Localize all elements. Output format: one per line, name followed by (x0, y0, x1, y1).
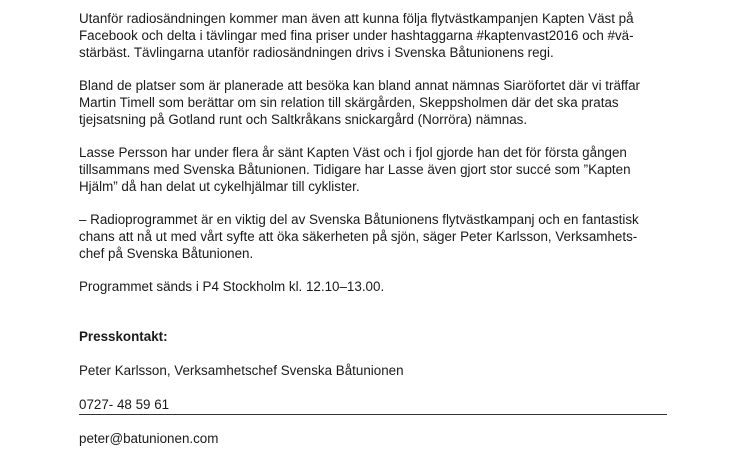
paragraph-quote: – Radioprogrammet är en viktig del av Svenska Båtunionens flytvästkampanj och en fantastisk chans att nå ut med vårt syfte att öka säkerheten på sjön, säger Peter Karlsson, Verksamhets- chef på Svenska Båtunionen. (79, 212, 639, 261)
paragraph-locations: Bland de platser som är planerade att besöka kan bland annat nämnas Siaröfortet där vi träffar Martin Timell som berättar om sin relation till skärgården, Skeppsholmen där det ska pratas tjejsatsning på Gotland runt och Saltkråkans snickargård (Norröra) nämnas. (79, 78, 641, 127)
footer-divider (79, 414, 667, 415)
press-contact-heading: Presskontakt: (79, 329, 168, 344)
press-contact-block (79, 311, 679, 464)
press-contact-email[interactable]: peter@batunionen.com (79, 431, 219, 446)
paragraph-social-media: Utanför radiosändningen kommer man även att kunna följa flytvästkampanjen Kapten Väst på Facebook och delta i tävlingar med fina priser under hashtaggarna #kaptenvast2016 och #vä- stärbäst. Tävlingarna utanför radiosändningen drivs i Svenska Båtunionens regi. (79, 11, 634, 60)
document-body (79, 10, 679, 464)
press-contact-name: Peter Karlsson, Verksamhetschef Svenska Båtunionen (79, 363, 404, 378)
press-contact-phone: 0727- 48 59 61 (79, 397, 170, 412)
paragraph-broadcast-time: Programmet sänds i P4 Stockholm kl. 12.10–13.00. (79, 279, 385, 294)
paragraph-lasse-persson: Lasse Persson har under flera år sänt Kapten Väst och i fjol gjorde han det för första gången tillsammans med Svenska Båtunionen. Tidigare har Lasse även gjort stor succé som ”Kapten Hjälm” då han delat ut cykelhjälmar till cyklister. (79, 145, 631, 194)
